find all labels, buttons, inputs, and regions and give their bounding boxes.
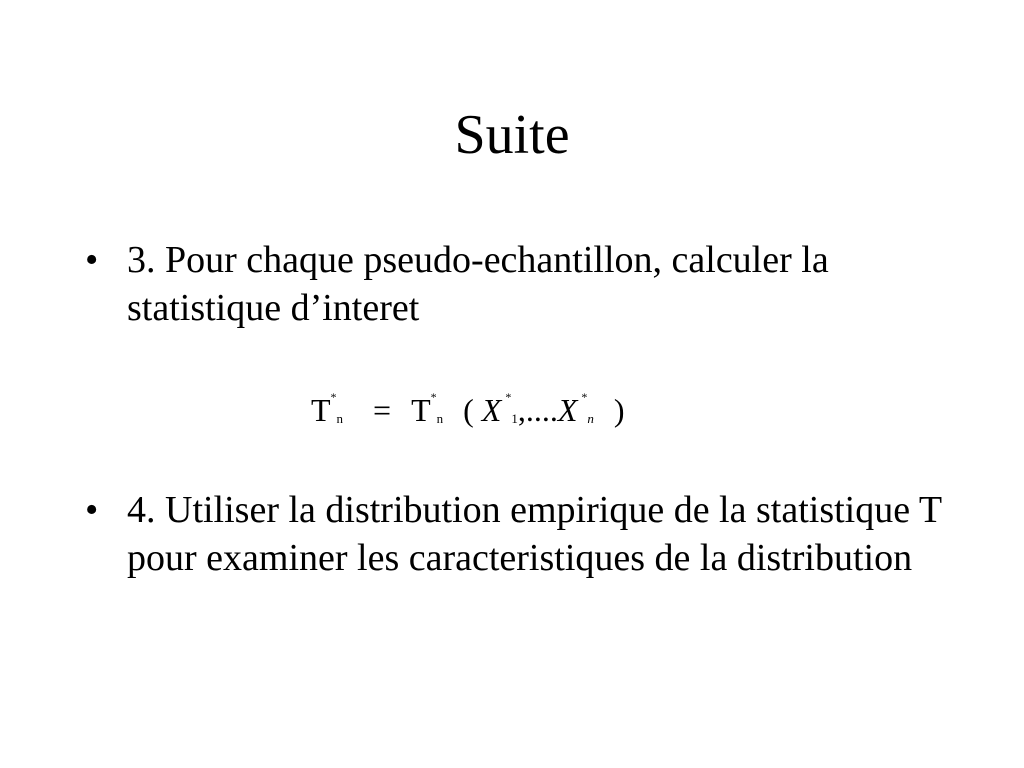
bullet-marker: • <box>85 489 99 531</box>
bullet-text: 3. Pour chaque pseudo-echantillon, calculer la statistique d’interet <box>127 239 829 329</box>
formula-xn-subscript: n <box>587 411 594 426</box>
formula-ellipsis: ,.... <box>517 392 558 428</box>
formula-xn-superscript: * <box>581 390 588 404</box>
formula-x1-symbol: X <box>481 392 502 428</box>
formula-lhs-superscript: * <box>330 390 337 404</box>
formula-x1-superscript: * <box>505 390 512 404</box>
bullet-text: 4. Utiliser la distribution empirique de la statistique T pour examiner les caracteristiques de la distribution <box>127 489 942 579</box>
formula-lhs-subscript: n <box>336 411 344 426</box>
formula-x1-subscript: 1 <box>511 411 518 426</box>
formula-rhs-subscript: n <box>436 411 444 426</box>
bullet-item-4 <box>85 486 945 582</box>
formula-close-paren: ) <box>613 392 625 428</box>
slide-title: Suite <box>454 104 570 166</box>
bullet-item-3 <box>85 236 945 332</box>
formula-xn-symbol: X <box>557 392 578 428</box>
bullet-marker: • <box>85 239 99 281</box>
formula-rhs-symbol: T <box>411 392 431 428</box>
bootstrap-statistic-formula <box>311 386 625 434</box>
formula-rhs-superscript: * <box>430 390 437 404</box>
formula-lhs-symbol: T <box>311 392 331 428</box>
formula-equals-sign: = <box>373 392 392 428</box>
formula-open-paren: ( <box>463 392 474 428</box>
